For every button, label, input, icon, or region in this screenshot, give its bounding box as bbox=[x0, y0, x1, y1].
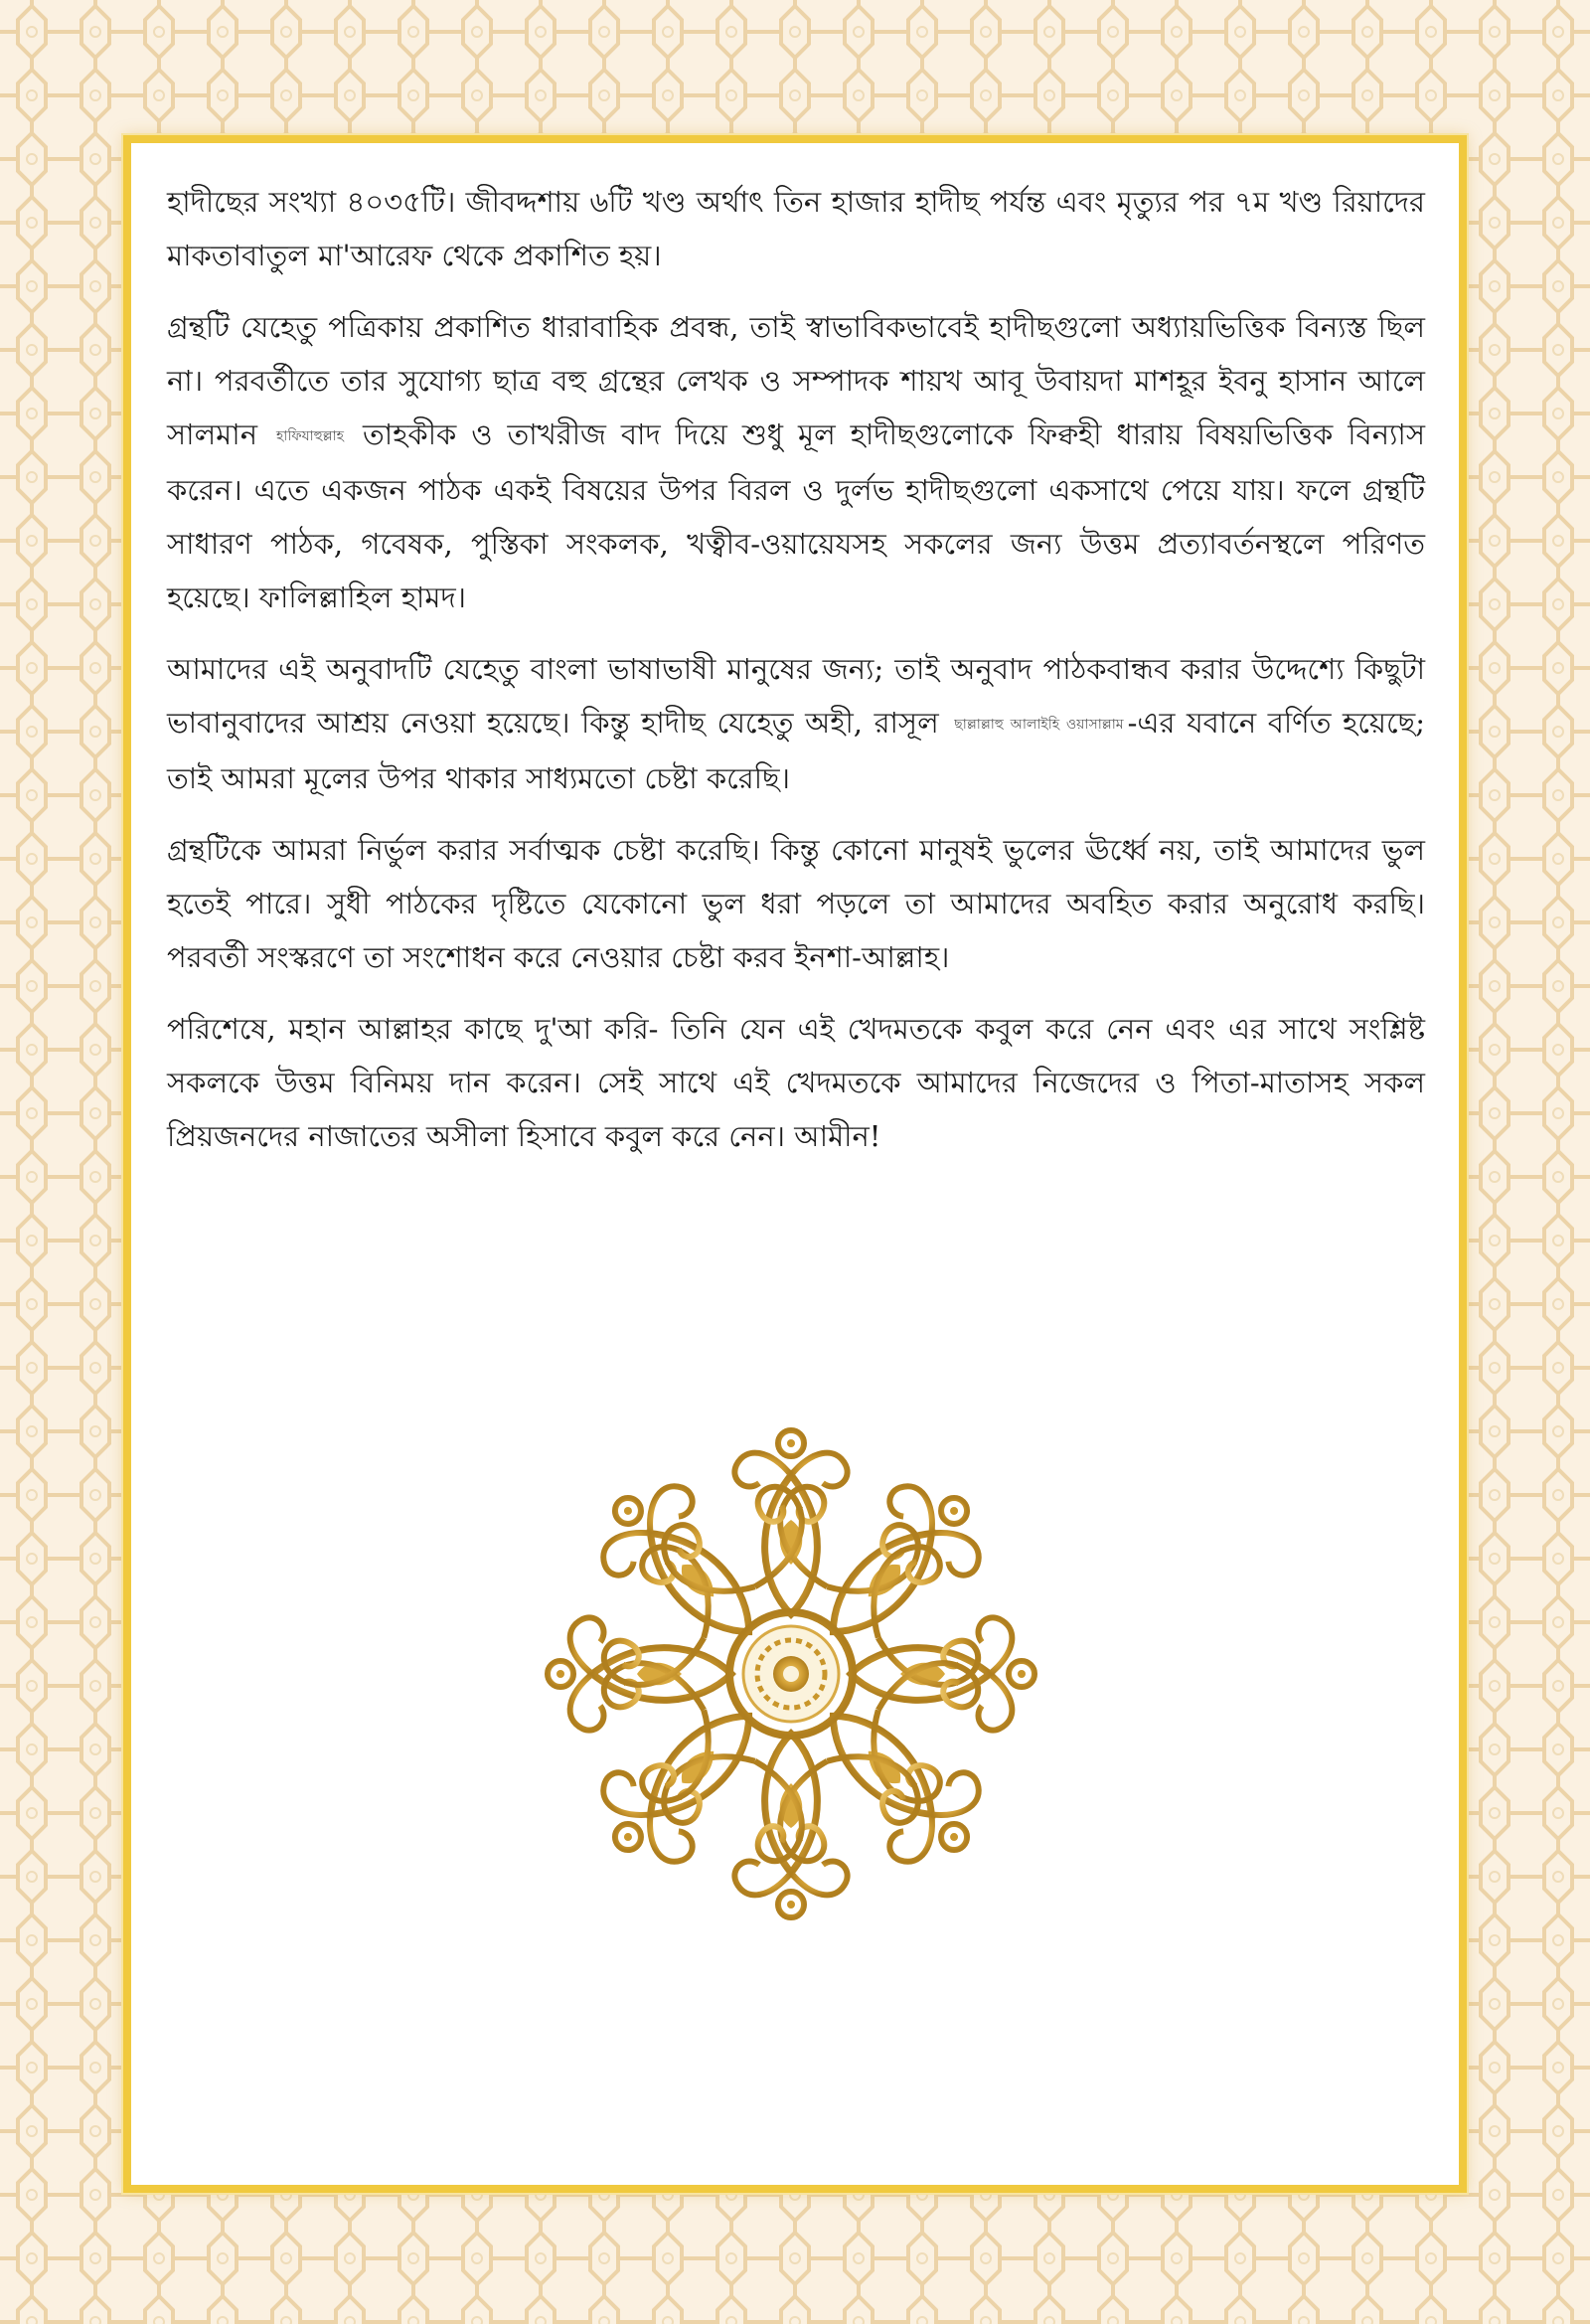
page-panel bbox=[123, 135, 1467, 2193]
paragraph-4 bbox=[167, 823, 1425, 984]
gold-mandala-icon bbox=[513, 1396, 1069, 1952]
paragraph-1-text: হাদীছের সংখ্যা ৪০৩৫টি। জীবদ্দশায় ৬টি খণ্ড অর্থাৎ তিন হাজার হাদীছ পর্যন্ত এবং মৃত্যুর পর ৭ম খণ্ড রিয়াদের মাকতাবাতুল মা'আরেফ থেকে প্রকাশিত হয়। bbox=[167, 185, 1425, 272]
paragraph-2-text-after: তাহকীক ও তাখরীজ বাদ দিয়ে শুধু মূল হাদীছগুলোকে ফিক্বহী ধারায় বিষয়ভিত্তিক বিন্যাস করেন। এতে একজন পাঠক একই বিষয়ের উপর বিরল ও দুর্লভ হাদীছগুলো একসাথে পেয়ে যায়। ফলে গ্রন্থটি সাধারণ পাঠক, গবেষক, পুস্তিকা সংকলক, খত্বীব-ওয়ায়েযসহ সকলের জন্য উত্তম প্রত্যাবর্তনস্থলে পরিণত হয়েছে। ফালিল্লাহিল হামদ। bbox=[167, 417, 1425, 614]
paragraph-3-text-after: -এর যবানে বর্ণিত হয়েছে; তাই আমরা মূলের উপর থাকার সাধ্যমতো চেষ্টা করেছি। bbox=[167, 706, 1426, 795]
paragraph-4-text: গ্রন্থটিকে আমরা নির্ভুল করার সর্বাত্মক চেষ্টা করেছি। কিন্তু কোনো মানুষই ভুলের ঊর্ধ্বে নয়, তাই আমাদের ভুল হতেই পারে। সুধী পাঠকের দৃষ্টিতে যেকোনো ভুল ধরা পড়লে তা আমাদের অবহিত করার অনুরোধ করছি। পরবর্তী সংস্করণে তা সংশোধন করে নেওয়ার চেষ্টা করব ইনশা-আল্লাহ। bbox=[167, 833, 1425, 974]
paragraph-5 bbox=[167, 1002, 1425, 1163]
salutation-glyph: ছাল্লাল্লাহু আলাইহি ওয়াসাল্লাম bbox=[954, 717, 1124, 733]
paragraph-1 bbox=[167, 175, 1425, 282]
document-text bbox=[167, 175, 1425, 1181]
paragraph-2-text-before: গ্রন্থটি যেহেতু পত্রিকায় প্রকাশিত ধারাবাহিক প্রবন্ধ, তাই স্বাভাবিকভাবেই হাদীছগুলো অধ্যায়ভিত্তিক বিন্যস্ত ছিল না। পরবর্তীতে তার সুযোগ্য ছাত্র বহু গ্রন্থের লেখক ও সম্পাদক শায়খ আবূ উবায়দা মাশহূর ইবনু হাসান আলে সালমান bbox=[167, 310, 1425, 451]
paragraph-5-text: পরিশেষে, মহান আল্লাহর কাছে দু'আ করি- তিনি যেন এই খেদমতকে কবুল করে নেন এবং এর সাথে সংশ্লিষ্ট সকলকে উত্তম বিনিময় দান করেন। সেই সাথে এই খেদমতকে আমাদের নিজেদের ও পিতা-মাতাসহ সকল প্রিয়জনদের নাজাতের অসীলা হিসাবে কবুল করে নেন। আমীন! bbox=[167, 1012, 1425, 1153]
paragraph-2 bbox=[167, 300, 1425, 624]
paragraph-3 bbox=[167, 642, 1425, 805]
paragraph-3-text-before: আমাদের এই অনুবাদটি যেহেতু বাংলা ভাষাভাষী মানুষের জন্য; তাই অনুবাদ পাঠকবান্ধব করার উদ্দেশ্যে কিছুটা ভাবানুবাদের আশ্রয় নেওয়া হয়েছে। কিন্তু হাদীছ যেহেতু অহী, রাসূল bbox=[167, 652, 1425, 740]
honorific-glyph: হাফিযাহুল্লাহ bbox=[275, 428, 345, 444]
